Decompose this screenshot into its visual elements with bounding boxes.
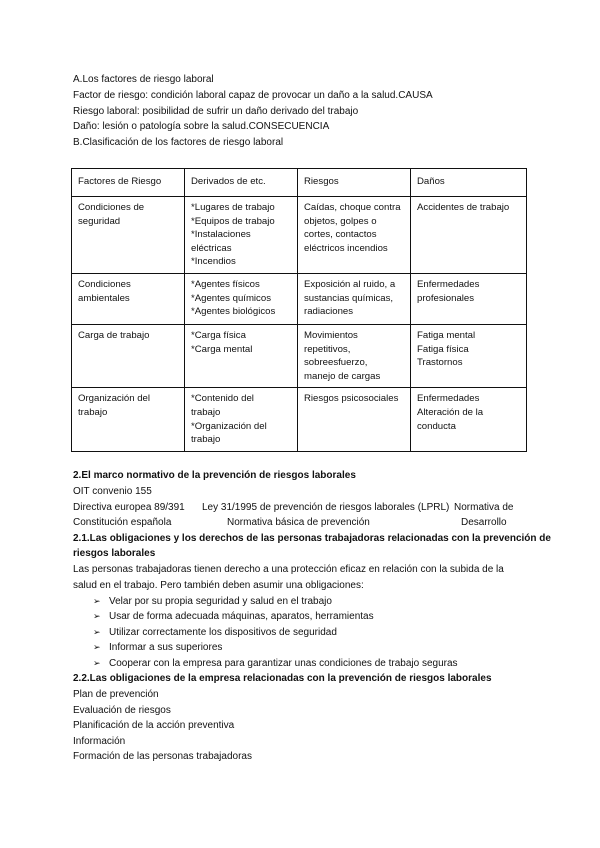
header-factores: Factores de Riesgo [72,169,185,197]
cell-text-line: Riesgos psicosociales [304,393,399,405]
cell-factor [72,273,185,324]
cell-text-line: *Instalaciones [191,229,251,241]
cell-danos [411,197,527,274]
list-item-text: Informar a sus superiores [109,642,223,653]
constitucion-espanola: Constitución española [73,517,172,528]
intro-dano: Daño: lesión o patología sobre la salud.CONSECUENCIA [73,121,330,132]
directiva-europea: Directiva europea 89/391 [73,502,185,513]
cell-text-line: *Agentes biológicos [191,306,276,318]
table-row [72,324,527,387]
cell-text-line: Trastornos [417,357,463,369]
section-21-paragraph-line1: Las personas trabajadoras tienen derecho a una protección eficaz en relación con la subida de la [73,564,504,575]
employer-obligation-item: Formación de las personas trabajadoras [73,751,252,762]
cell-text-line: seguridad [78,215,121,227]
header-derivados: Derivados de etc. [185,169,298,197]
cell-danos [411,388,527,451]
list-item [93,658,458,669]
cell-text-line: cortes, contactos [304,229,377,241]
intro-heading-b: B.Clasificación de los factores de riesgo laboral [73,137,284,148]
cell-danos [411,273,527,324]
cell-factor [72,197,185,274]
intro-heading-a: A.Los factores de riesgo laboral [73,74,214,85]
cell-text-line: trabajo [191,406,221,418]
arrow-bullet-icon: ➢ [93,611,101,621]
list-item [93,596,332,607]
risk-classification-table [71,168,527,452]
table-header-row [72,169,527,197]
cell-riesgos [298,388,411,451]
employer-obligation-item: Evaluación de riesgos [73,705,171,716]
cell-text-line: Movimientos [304,329,358,341]
cell-riesgos [298,273,411,324]
cell-text-line: Alteración de la [417,406,484,418]
cell-text-line: *Incendios [191,256,236,268]
cell-text-line: sustancias químicas, [304,292,394,304]
cell-text-line: eléctricas [191,242,232,254]
arrow-bullet-icon: ➢ [93,627,101,637]
employer-obligation-item: Plan de prevención [73,689,159,700]
list-item-text: Utilizar correctamente los dispositivos de seguridad [109,627,337,638]
cell-text-line: *Contenido del [191,393,254,405]
cell-text-line: Caídas, choque contra [304,202,401,213]
section-21-title-line2: riesgos laborales [73,548,156,559]
cell-text-line: *Carga mental [191,343,253,355]
cell-derivados [185,197,298,274]
oit-convenio: OIT convenio 155 [73,486,152,497]
cell-text-line: Fatiga física [417,343,469,355]
cell-derivados [185,324,298,387]
cell-text-line: trabajo [78,406,108,418]
cell-text-line: conducta [417,420,456,432]
section-2-title: 2.El marco normativo de la prevención de riesgos laborales [73,470,356,481]
list-item [93,642,222,653]
table-row [72,388,527,451]
cell-text-line: Fatiga mental [417,329,476,341]
cell-text-line: *Lugares de trabajo [191,202,275,213]
cell-text-line: Condiciones de [78,202,145,213]
cell-text-line: Enfermedades [417,393,480,405]
cell-text-line: repetitivos, [304,343,351,355]
list-item-text: Usar de forma adecuada máquinas, aparatos, herramientas [109,611,374,622]
intro-riesgo-laboral: Riesgo laboral: posibilidad de sufrir un daño derivado del trabajo [73,106,359,117]
ley-lprl: Ley 31/1995 de prevención de riesgos laborales (LPRL) [202,502,450,513]
cell-text-line: eléctricos incendios [304,242,388,254]
cell-text-line: profesionales [417,292,475,304]
cell-text-line: Accidentes de trabajo [417,202,510,213]
cell-text-line: sobreesfuerzo, [304,357,368,369]
cell-text-line: Exposición al ruido, a [304,278,396,290]
list-item-text: Cooperar con la empresa para garantizar unas condiciones de trabajo seguras [109,658,458,669]
arrow-bullet-icon: ➢ [93,642,101,652]
normativa-basica: Normativa básica de prevención [227,517,370,528]
cell-text-line: *Agentes físicos [191,278,260,290]
cell-text-line: *Organización del [191,420,267,432]
cell-danos [411,324,527,387]
arrow-bullet-icon: ➢ [93,596,101,606]
cell-text-line: radiaciones [304,306,354,318]
cell-factor [72,324,185,387]
header-riesgos: Riesgos [298,169,411,197]
normativa-de: Normativa de [454,502,514,513]
employer-obligation-item: Información [73,736,126,747]
cell-riesgos [298,324,411,387]
section-22-title: 2.2.Las obligaciones de la empresa relacionadas con la prevención de riesgos laborales [73,673,492,684]
cell-text-line: Condiciones [78,278,131,290]
list-item-text: Velar por su propia seguridad y salud en el trabajo [109,596,332,607]
cell-text-line: Organización del [78,393,150,405]
cell-riesgos [298,197,411,274]
cell-text-line: Carga de trabajo [78,329,150,341]
section-21-title-line1: 2.1.Las obligaciones y los derechos de las personas trabajadoras relacionadas con la prevención de [73,533,551,544]
desarrollo: Desarrollo [461,517,507,528]
list-item [93,611,374,622]
header-danos: Daños [411,169,527,197]
employer-obligation-item: Planificación de la acción preventiva [73,720,235,731]
intro-factor-riesgo: Factor de riesgo: condición laboral capaz de provocar un daño a la salud.CAUSA [73,90,433,101]
cell-derivados [185,388,298,451]
table-row [72,197,527,274]
list-item [93,627,337,638]
table-body [72,197,527,452]
cell-text-line: ambientales [78,292,130,304]
cell-text-line: *Agentes químicos [191,292,271,304]
cell-text-line: *Carga física [191,329,246,341]
cell-text-line: trabajo [191,434,221,446]
cell-text-line: manejo de cargas [304,370,381,382]
table-row [72,273,527,324]
cell-text-line: *Equipos de trabajo [191,215,275,227]
arrow-bullet-icon: ➢ [93,658,101,668]
section-21-paragraph-line2: salud en el trabajo. Pero también deben asumir una obligaciones: [73,580,364,591]
cell-text-line: objetos, golpes o [304,215,377,227]
cell-derivados [185,273,298,324]
cell-text-line: Enfermedades [417,278,480,290]
cell-factor [72,388,185,451]
